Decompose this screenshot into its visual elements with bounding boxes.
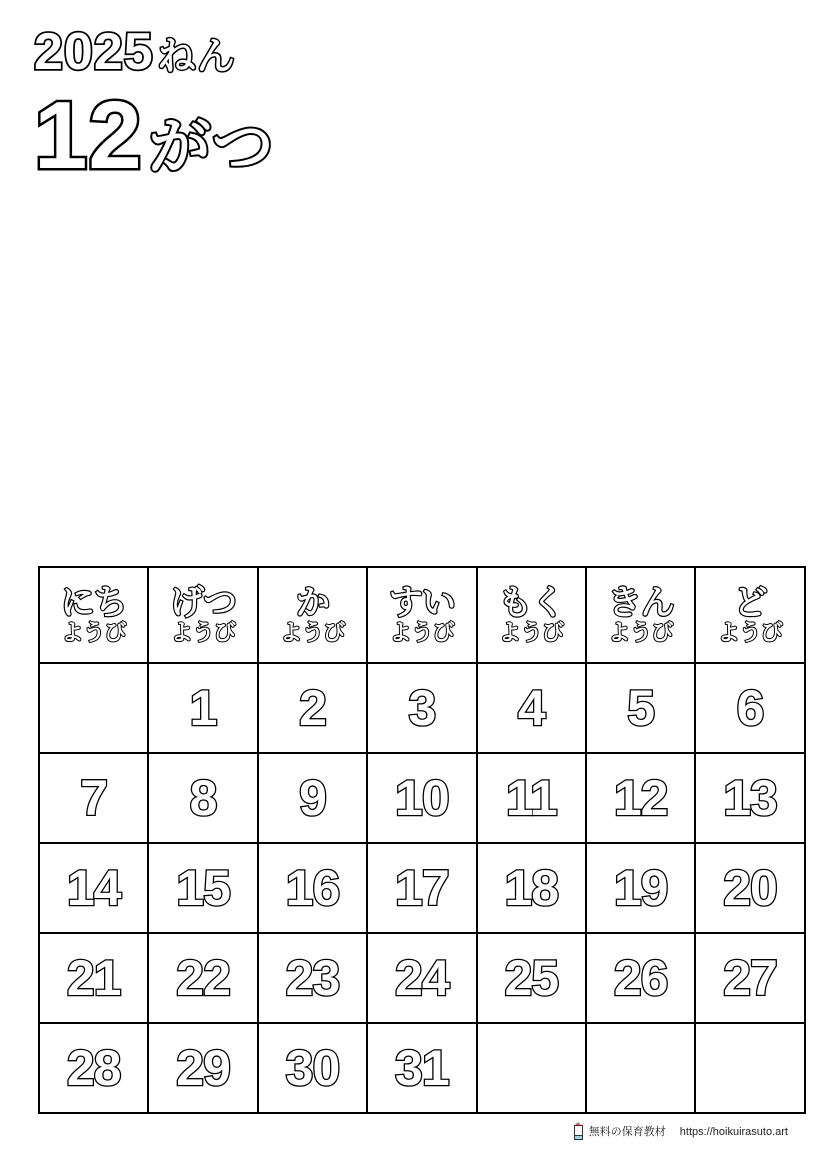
calendar-day-cell	[477, 753, 586, 843]
calendar-week-row	[39, 933, 805, 1023]
footer-credit	[574, 1122, 788, 1142]
weekday-label-sub: ようび	[170, 619, 236, 645]
calendar-day-cell	[148, 753, 257, 843]
day-number: 31	[395, 1040, 449, 1096]
day-number: 10	[395, 770, 449, 826]
calendar-day-cell	[695, 843, 804, 933]
day-number: 7	[80, 770, 108, 826]
calendar-day-cell	[586, 1023, 695, 1113]
page-title	[34, 23, 634, 189]
weekday-label-main: すい	[388, 583, 455, 622]
weekday-label-sub: ようび	[389, 619, 455, 645]
day-number: 16	[285, 860, 340, 916]
day-number: 8	[189, 770, 217, 826]
calendar-day-cell	[39, 933, 148, 1023]
weekday-header-sunday	[39, 567, 148, 663]
weekday-header-wednesday	[367, 567, 476, 663]
calendar-day-cell	[148, 663, 257, 753]
calendar-day-cell	[367, 933, 476, 1023]
calendar-day-cell	[477, 663, 586, 753]
day-number: 1	[189, 680, 217, 736]
month-suffix-label: がつ	[148, 113, 275, 182]
calendar-day-cell	[39, 663, 148, 753]
calendar-day-cell	[39, 843, 148, 933]
year-suffix-label: ねん	[157, 36, 236, 78]
day-number: 19	[613, 860, 668, 916]
day-number: 20	[723, 860, 777, 916]
calendar-day-cell	[477, 1023, 586, 1113]
calendar-day-cell	[39, 1023, 148, 1113]
day-number: 24	[395, 950, 449, 1006]
calendar-day-cell	[695, 1023, 804, 1113]
day-number: 13	[723, 770, 777, 826]
calendar-grid	[38, 566, 806, 1114]
weekday-header-monday	[148, 567, 257, 663]
weekday-label-sub: ようび	[608, 619, 673, 645]
pencil-icon	[574, 1122, 583, 1142]
calendar-day-cell	[258, 663, 367, 753]
calendar-week-row	[39, 1023, 805, 1113]
credit-label: 無料の保育教材	[588, 1126, 666, 1138]
day-number: 12	[613, 770, 668, 826]
calendar-day-cell	[148, 843, 257, 933]
day-number: 15	[176, 860, 230, 916]
calendar-day-cell	[367, 843, 476, 933]
weekday-label-main: きん	[607, 583, 674, 622]
weekday-label-main: げつ	[170, 583, 237, 622]
month-line	[34, 82, 634, 189]
calendar-day-cell	[367, 663, 476, 753]
day-number: 4	[517, 680, 545, 736]
weekday-label-sub: ようび	[280, 619, 345, 645]
day-number: 9	[299, 770, 326, 826]
calendar-day-cell	[695, 753, 804, 843]
weekday-label-sub: ようび	[499, 619, 564, 645]
weekday-label-main: もく	[498, 583, 565, 622]
calendar-day-cell	[477, 933, 586, 1023]
calendar-day-cell	[258, 1023, 367, 1113]
day-number: 3	[408, 680, 436, 736]
day-number: 25	[504, 950, 559, 1006]
calendar-day-cell	[39, 753, 148, 843]
weekday-label-main: ど	[733, 583, 767, 622]
day-number: 11	[505, 770, 557, 826]
year-line	[34, 24, 634, 80]
weekday-label-main: か	[295, 583, 329, 622]
day-number: 5	[627, 680, 655, 736]
credit-url: https://hoikuirasuto.art	[679, 1126, 788, 1138]
calendar-week-row	[39, 843, 805, 933]
day-number: 29	[176, 1040, 230, 1096]
weekday-label-sub: ようび	[61, 619, 126, 645]
calendar-day-cell	[258, 843, 367, 933]
year-number: 2025	[34, 23, 154, 81]
calendar-day-cell	[148, 1023, 257, 1113]
day-number: 28	[66, 1040, 121, 1096]
day-number: 22	[176, 950, 230, 1006]
weekday-header-tuesday	[258, 567, 367, 663]
day-number: 23	[285, 950, 340, 1006]
calendar-day-cell	[148, 933, 257, 1023]
weekday-header-thursday	[477, 567, 586, 663]
calendar-day-cell	[367, 1023, 476, 1113]
month-number: 12	[34, 82, 143, 189]
day-number: 2	[299, 680, 326, 736]
day-number: 17	[395, 860, 449, 916]
calendar-day-cell	[695, 933, 804, 1023]
day-number: 14	[66, 860, 121, 916]
calendar-day-cell	[586, 753, 695, 843]
day-number: 26	[613, 950, 668, 1006]
calendar-day-cell	[367, 753, 476, 843]
calendar-week-row	[39, 753, 805, 843]
calendar-day-cell	[477, 843, 586, 933]
calendar-day-cell	[258, 933, 367, 1023]
weekday-header-saturday	[695, 567, 804, 663]
day-number: 6	[736, 680, 764, 736]
calendar-header-row	[39, 567, 805, 663]
weekday-label-sub: ようび	[717, 619, 783, 645]
day-number: 27	[723, 950, 777, 1006]
day-number: 30	[285, 1040, 340, 1096]
calendar-day-cell	[586, 933, 695, 1023]
day-number: 18	[504, 860, 559, 916]
calendar-day-cell	[586, 663, 695, 753]
calendar-day-cell	[586, 843, 695, 933]
calendar-day-cell	[258, 753, 367, 843]
calendar-week-row	[39, 663, 805, 753]
day-number: 21	[66, 950, 121, 1006]
weekday-label-main: にち	[60, 583, 127, 622]
weekday-header-friday	[586, 567, 695, 663]
calendar-day-cell	[695, 663, 804, 753]
